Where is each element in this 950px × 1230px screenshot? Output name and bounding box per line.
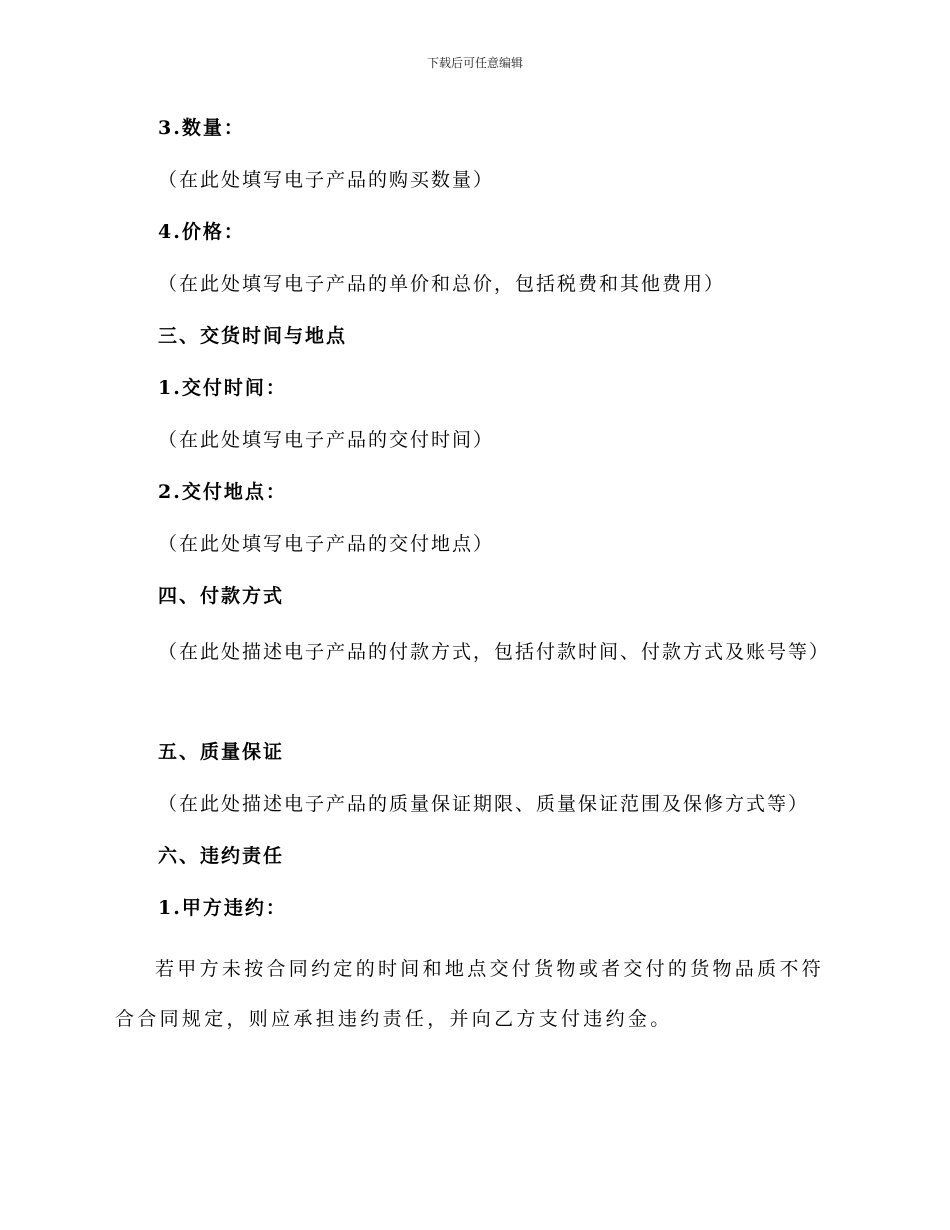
breach-party-a-text: 若甲方未按合同约定的时间和地点交付货物或者交付的货物品质不符合合同规定，则应承担违约责任，并向乙方支付违约金。	[115, 958, 825, 1030]
delivery-place-text: （在此处填写电子产品的交付地点）	[158, 533, 495, 555]
delivery-place-title: 2.交付地点：	[158, 481, 287, 503]
section-3-title: 3.数量：	[158, 117, 245, 139]
page-header: 下载后可任意编辑	[426, 56, 523, 70]
delivery-time-text: （在此处填写电子产品的交付时间）	[158, 429, 495, 451]
breach-heading: 六、违约责任	[158, 845, 285, 867]
document-body	[115, 112, 835, 1044]
section-4-title: 4.价格：	[158, 221, 245, 243]
delivery-time-title: 1.交付时间：	[158, 377, 287, 399]
breach-party-a-title: 1.甲方违约：	[158, 897, 287, 919]
delivery-heading: 三、交货时间与地点	[158, 325, 348, 347]
section-4-text: （在此处填写电子产品的单价和总价，包括税费和其他费用）	[158, 273, 726, 295]
payment-heading: 四、付款方式	[158, 585, 285, 607]
quality-heading: 五、质量保证	[158, 741, 285, 763]
payment-text: （在此处描述电子产品的付款方式，包括付款时间、付款方式及账号等）	[158, 641, 831, 663]
quality-text: （在此处描述电子产品的质量保证期限、质量保证范围及保修方式等）	[158, 793, 810, 815]
section-3-text: （在此处填写电子产品的购买数量）	[158, 169, 495, 191]
